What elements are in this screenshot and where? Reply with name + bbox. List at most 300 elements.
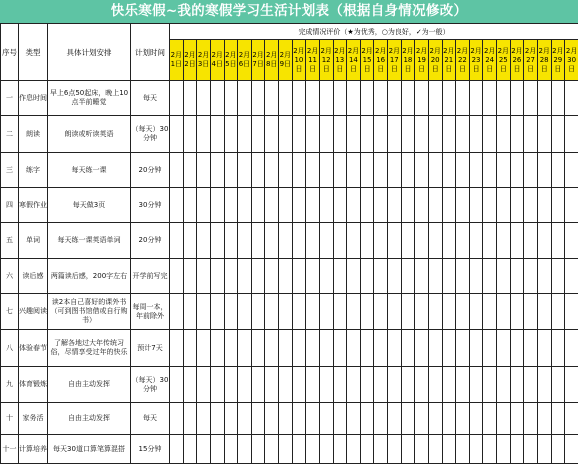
evaluation-cell[interactable]	[428, 153, 442, 188]
evaluation-cell[interactable]	[497, 116, 511, 153]
evaluation-cell[interactable]	[251, 294, 265, 330]
evaluation-cell[interactable]	[469, 116, 483, 153]
evaluation-cell[interactable]	[292, 294, 306, 330]
evaluation-cell[interactable]	[565, 116, 578, 153]
evaluation-cell[interactable]	[251, 188, 265, 223]
evaluation-cell[interactable]	[388, 223, 402, 259]
evaluation-cell[interactable]	[456, 223, 470, 259]
evaluation-cell[interactable]	[347, 81, 361, 116]
evaluation-cell[interactable]	[238, 294, 252, 330]
evaluation-cell[interactable]	[238, 188, 252, 223]
evaluation-cell[interactable]	[497, 294, 511, 330]
evaluation-cell[interactable]	[197, 116, 211, 153]
evaluation-cell[interactable]	[238, 435, 252, 464]
evaluation-cell[interactable]	[238, 403, 252, 435]
evaluation-cell[interactable]	[279, 81, 293, 116]
evaluation-cell[interactable]	[197, 294, 211, 330]
evaluation-cell[interactable]	[469, 403, 483, 435]
evaluation-cell[interactable]	[456, 153, 470, 188]
evaluation-cell[interactable]	[224, 259, 238, 294]
evaluation-cell[interactable]	[251, 330, 265, 367]
evaluation-cell[interactable]	[524, 367, 538, 403]
evaluation-cell[interactable]	[197, 81, 211, 116]
evaluation-cell[interactable]	[401, 367, 415, 403]
evaluation-cell[interactable]	[360, 330, 374, 367]
evaluation-cell[interactable]	[374, 188, 388, 223]
evaluation-cell[interactable]	[279, 403, 293, 435]
evaluation-cell[interactable]	[442, 294, 456, 330]
evaluation-cell[interactable]	[483, 81, 497, 116]
evaluation-cell[interactable]	[306, 294, 320, 330]
evaluation-cell[interactable]	[388, 81, 402, 116]
evaluation-cell[interactable]	[333, 223, 347, 259]
evaluation-cell[interactable]	[497, 223, 511, 259]
evaluation-cell[interactable]	[279, 116, 293, 153]
evaluation-cell[interactable]	[224, 330, 238, 367]
evaluation-cell[interactable]	[347, 223, 361, 259]
evaluation-cell[interactable]	[537, 116, 551, 153]
evaluation-cell[interactable]	[333, 403, 347, 435]
evaluation-cell[interactable]	[551, 259, 565, 294]
evaluation-cell[interactable]	[415, 435, 429, 464]
evaluation-cell[interactable]	[524, 188, 538, 223]
evaluation-cell[interactable]	[251, 259, 265, 294]
evaluation-cell[interactable]	[170, 330, 184, 367]
evaluation-cell[interactable]	[333, 259, 347, 294]
evaluation-cell[interactable]	[170, 367, 184, 403]
evaluation-cell[interactable]	[456, 116, 470, 153]
evaluation-cell[interactable]	[333, 367, 347, 403]
evaluation-cell[interactable]	[306, 367, 320, 403]
evaluation-cell[interactable]	[197, 223, 211, 259]
evaluation-cell[interactable]	[388, 294, 402, 330]
evaluation-cell[interactable]	[224, 153, 238, 188]
evaluation-cell[interactable]	[251, 403, 265, 435]
evaluation-cell[interactable]	[333, 116, 347, 153]
evaluation-cell[interactable]	[483, 259, 497, 294]
evaluation-cell[interactable]	[483, 367, 497, 403]
evaluation-cell[interactable]	[224, 116, 238, 153]
evaluation-cell[interactable]	[347, 188, 361, 223]
evaluation-cell[interactable]	[456, 259, 470, 294]
evaluation-cell[interactable]	[292, 116, 306, 153]
evaluation-cell[interactable]	[306, 223, 320, 259]
evaluation-cell[interactable]	[415, 223, 429, 259]
evaluation-cell[interactable]	[360, 188, 374, 223]
evaluation-cell[interactable]	[510, 403, 524, 435]
evaluation-cell[interactable]	[224, 435, 238, 464]
evaluation-cell[interactable]	[210, 330, 224, 367]
evaluation-cell[interactable]	[565, 294, 578, 330]
evaluation-cell[interactable]	[183, 330, 197, 367]
evaluation-cell[interactable]	[469, 223, 483, 259]
evaluation-cell[interactable]	[292, 153, 306, 188]
evaluation-cell[interactable]	[469, 188, 483, 223]
evaluation-cell[interactable]	[360, 81, 374, 116]
evaluation-cell[interactable]	[347, 330, 361, 367]
evaluation-cell[interactable]	[224, 294, 238, 330]
evaluation-cell[interactable]	[415, 294, 429, 330]
evaluation-cell[interactable]	[428, 116, 442, 153]
evaluation-cell[interactable]	[415, 116, 429, 153]
evaluation-cell[interactable]	[292, 403, 306, 435]
evaluation-cell[interactable]	[497, 403, 511, 435]
evaluation-cell[interactable]	[265, 435, 279, 464]
evaluation-cell[interactable]	[292, 330, 306, 367]
evaluation-cell[interactable]	[347, 403, 361, 435]
evaluation-cell[interactable]	[374, 223, 388, 259]
evaluation-cell[interactable]	[469, 330, 483, 367]
evaluation-cell[interactable]	[197, 153, 211, 188]
evaluation-cell[interactable]	[238, 81, 252, 116]
evaluation-cell[interactable]	[551, 188, 565, 223]
evaluation-cell[interactable]	[497, 259, 511, 294]
evaluation-cell[interactable]	[306, 259, 320, 294]
evaluation-cell[interactable]	[524, 116, 538, 153]
evaluation-cell[interactable]	[551, 294, 565, 330]
evaluation-cell[interactable]	[183, 81, 197, 116]
evaluation-cell[interactable]	[265, 223, 279, 259]
evaluation-cell[interactable]	[497, 188, 511, 223]
evaluation-cell[interactable]	[442, 435, 456, 464]
evaluation-cell[interactable]	[551, 330, 565, 367]
evaluation-cell[interactable]	[415, 330, 429, 367]
evaluation-cell[interactable]	[319, 330, 333, 367]
evaluation-cell[interactable]	[524, 259, 538, 294]
evaluation-cell[interactable]	[442, 330, 456, 367]
evaluation-cell[interactable]	[224, 188, 238, 223]
evaluation-cell[interactable]	[456, 367, 470, 403]
evaluation-cell[interactable]	[497, 153, 511, 188]
evaluation-cell[interactable]	[483, 153, 497, 188]
evaluation-cell[interactable]	[197, 259, 211, 294]
evaluation-cell[interactable]	[428, 188, 442, 223]
evaluation-cell[interactable]	[360, 367, 374, 403]
evaluation-cell[interactable]	[183, 294, 197, 330]
evaluation-cell[interactable]	[401, 188, 415, 223]
evaluation-cell[interactable]	[170, 259, 184, 294]
evaluation-cell[interactable]	[170, 153, 184, 188]
evaluation-cell[interactable]	[170, 188, 184, 223]
evaluation-cell[interactable]	[401, 435, 415, 464]
evaluation-cell[interactable]	[210, 116, 224, 153]
evaluation-cell[interactable]	[483, 294, 497, 330]
evaluation-cell[interactable]	[524, 435, 538, 464]
evaluation-cell[interactable]	[170, 116, 184, 153]
evaluation-cell[interactable]	[510, 330, 524, 367]
evaluation-cell[interactable]	[210, 223, 224, 259]
evaluation-cell[interactable]	[374, 435, 388, 464]
evaluation-cell[interactable]	[374, 259, 388, 294]
evaluation-cell[interactable]	[483, 116, 497, 153]
evaluation-cell[interactable]	[388, 435, 402, 464]
evaluation-cell[interactable]	[224, 367, 238, 403]
evaluation-cell[interactable]	[319, 294, 333, 330]
evaluation-cell[interactable]	[442, 403, 456, 435]
evaluation-cell[interactable]	[388, 367, 402, 403]
evaluation-cell[interactable]	[238, 116, 252, 153]
evaluation-cell[interactable]	[551, 403, 565, 435]
evaluation-cell[interactable]	[428, 367, 442, 403]
evaluation-cell[interactable]	[265, 153, 279, 188]
evaluation-cell[interactable]	[210, 188, 224, 223]
evaluation-cell[interactable]	[483, 435, 497, 464]
evaluation-cell[interactable]	[347, 294, 361, 330]
evaluation-cell[interactable]	[510, 294, 524, 330]
evaluation-cell[interactable]	[251, 223, 265, 259]
evaluation-cell[interactable]	[469, 153, 483, 188]
evaluation-cell[interactable]	[279, 153, 293, 188]
evaluation-cell[interactable]	[428, 403, 442, 435]
evaluation-cell[interactable]	[333, 330, 347, 367]
evaluation-cell[interactable]	[565, 403, 578, 435]
evaluation-cell[interactable]	[415, 81, 429, 116]
evaluation-cell[interactable]	[333, 435, 347, 464]
evaluation-cell[interactable]	[183, 153, 197, 188]
evaluation-cell[interactable]	[251, 435, 265, 464]
evaluation-cell[interactable]	[306, 81, 320, 116]
evaluation-cell[interactable]	[415, 188, 429, 223]
evaluation-cell[interactable]	[551, 367, 565, 403]
evaluation-cell[interactable]	[456, 403, 470, 435]
evaluation-cell[interactable]	[224, 403, 238, 435]
evaluation-cell[interactable]	[360, 403, 374, 435]
evaluation-cell[interactable]	[497, 330, 511, 367]
evaluation-cell[interactable]	[456, 435, 470, 464]
evaluation-cell[interactable]	[319, 188, 333, 223]
evaluation-cell[interactable]	[210, 81, 224, 116]
evaluation-cell[interactable]	[279, 330, 293, 367]
evaluation-cell[interactable]	[251, 81, 265, 116]
evaluation-cell[interactable]	[210, 294, 224, 330]
evaluation-cell[interactable]	[360, 223, 374, 259]
evaluation-cell[interactable]	[442, 116, 456, 153]
evaluation-cell[interactable]	[388, 259, 402, 294]
evaluation-cell[interactable]	[374, 116, 388, 153]
evaluation-cell[interactable]	[428, 259, 442, 294]
evaluation-cell[interactable]	[401, 330, 415, 367]
evaluation-cell[interactable]	[374, 367, 388, 403]
evaluation-cell[interactable]	[306, 435, 320, 464]
evaluation-cell[interactable]	[360, 116, 374, 153]
evaluation-cell[interactable]	[524, 81, 538, 116]
evaluation-cell[interactable]	[442, 153, 456, 188]
evaluation-cell[interactable]	[469, 259, 483, 294]
evaluation-cell[interactable]	[183, 223, 197, 259]
evaluation-cell[interactable]	[510, 367, 524, 403]
evaluation-cell[interactable]	[551, 435, 565, 464]
evaluation-cell[interactable]	[279, 294, 293, 330]
evaluation-cell[interactable]	[565, 81, 578, 116]
evaluation-cell[interactable]	[183, 116, 197, 153]
evaluation-cell[interactable]	[306, 116, 320, 153]
evaluation-cell[interactable]	[456, 330, 470, 367]
evaluation-cell[interactable]	[170, 294, 184, 330]
evaluation-cell[interactable]	[537, 188, 551, 223]
evaluation-cell[interactable]	[251, 116, 265, 153]
evaluation-cell[interactable]	[238, 259, 252, 294]
evaluation-cell[interactable]	[265, 81, 279, 116]
evaluation-cell[interactable]	[388, 188, 402, 223]
evaluation-cell[interactable]	[415, 259, 429, 294]
evaluation-cell[interactable]	[319, 403, 333, 435]
evaluation-cell[interactable]	[401, 116, 415, 153]
evaluation-cell[interactable]	[497, 435, 511, 464]
evaluation-cell[interactable]	[279, 367, 293, 403]
evaluation-cell[interactable]	[401, 259, 415, 294]
evaluation-cell[interactable]	[510, 116, 524, 153]
evaluation-cell[interactable]	[565, 367, 578, 403]
evaluation-cell[interactable]	[442, 81, 456, 116]
evaluation-cell[interactable]	[265, 367, 279, 403]
evaluation-cell[interactable]	[183, 367, 197, 403]
evaluation-cell[interactable]	[183, 259, 197, 294]
evaluation-cell[interactable]	[292, 223, 306, 259]
evaluation-cell[interactable]	[428, 223, 442, 259]
evaluation-cell[interactable]	[401, 223, 415, 259]
evaluation-cell[interactable]	[360, 259, 374, 294]
evaluation-cell[interactable]	[537, 330, 551, 367]
evaluation-cell[interactable]	[347, 116, 361, 153]
evaluation-cell[interactable]	[183, 435, 197, 464]
evaluation-cell[interactable]	[210, 435, 224, 464]
evaluation-cell[interactable]	[469, 81, 483, 116]
evaluation-cell[interactable]	[374, 153, 388, 188]
evaluation-cell[interactable]	[428, 435, 442, 464]
evaluation-cell[interactable]	[251, 153, 265, 188]
evaluation-cell[interactable]	[551, 116, 565, 153]
evaluation-cell[interactable]	[265, 116, 279, 153]
evaluation-cell[interactable]	[319, 81, 333, 116]
evaluation-cell[interactable]	[319, 116, 333, 153]
evaluation-cell[interactable]	[319, 153, 333, 188]
evaluation-cell[interactable]	[292, 81, 306, 116]
evaluation-cell[interactable]	[265, 403, 279, 435]
evaluation-cell[interactable]	[469, 435, 483, 464]
evaluation-cell[interactable]	[469, 367, 483, 403]
evaluation-cell[interactable]	[483, 330, 497, 367]
evaluation-cell[interactable]	[401, 81, 415, 116]
evaluation-cell[interactable]	[306, 188, 320, 223]
evaluation-cell[interactable]	[197, 367, 211, 403]
evaluation-cell[interactable]	[537, 367, 551, 403]
evaluation-cell[interactable]	[183, 403, 197, 435]
evaluation-cell[interactable]	[333, 188, 347, 223]
evaluation-cell[interactable]	[170, 403, 184, 435]
evaluation-cell[interactable]	[197, 403, 211, 435]
evaluation-cell[interactable]	[197, 188, 211, 223]
evaluation-cell[interactable]	[333, 294, 347, 330]
evaluation-cell[interactable]	[210, 259, 224, 294]
evaluation-cell[interactable]	[456, 81, 470, 116]
evaluation-cell[interactable]	[524, 330, 538, 367]
evaluation-cell[interactable]	[319, 259, 333, 294]
evaluation-cell[interactable]	[279, 223, 293, 259]
evaluation-cell[interactable]	[565, 153, 578, 188]
evaluation-cell[interactable]	[224, 81, 238, 116]
evaluation-cell[interactable]	[483, 403, 497, 435]
evaluation-cell[interactable]	[292, 188, 306, 223]
evaluation-cell[interactable]	[510, 259, 524, 294]
evaluation-cell[interactable]	[292, 435, 306, 464]
evaluation-cell[interactable]	[319, 435, 333, 464]
evaluation-cell[interactable]	[401, 403, 415, 435]
evaluation-cell[interactable]	[442, 259, 456, 294]
evaluation-cell[interactable]	[279, 435, 293, 464]
evaluation-cell[interactable]	[565, 223, 578, 259]
evaluation-cell[interactable]	[524, 223, 538, 259]
evaluation-cell[interactable]	[347, 435, 361, 464]
evaluation-cell[interactable]	[319, 367, 333, 403]
evaluation-cell[interactable]	[210, 367, 224, 403]
evaluation-cell[interactable]	[170, 223, 184, 259]
evaluation-cell[interactable]	[183, 188, 197, 223]
evaluation-cell[interactable]	[306, 403, 320, 435]
evaluation-cell[interactable]	[210, 403, 224, 435]
evaluation-cell[interactable]	[238, 223, 252, 259]
evaluation-cell[interactable]	[224, 223, 238, 259]
evaluation-cell[interactable]	[537, 223, 551, 259]
evaluation-cell[interactable]	[251, 367, 265, 403]
evaluation-cell[interactable]	[428, 330, 442, 367]
evaluation-cell[interactable]	[524, 294, 538, 330]
evaluation-cell[interactable]	[442, 367, 456, 403]
evaluation-cell[interactable]	[415, 403, 429, 435]
evaluation-cell[interactable]	[170, 81, 184, 116]
evaluation-cell[interactable]	[537, 153, 551, 188]
evaluation-cell[interactable]	[551, 153, 565, 188]
evaluation-cell[interactable]	[469, 294, 483, 330]
evaluation-cell[interactable]	[170, 435, 184, 464]
evaluation-cell[interactable]	[415, 153, 429, 188]
evaluation-cell[interactable]	[565, 188, 578, 223]
evaluation-cell[interactable]	[238, 153, 252, 188]
evaluation-cell[interactable]	[333, 153, 347, 188]
evaluation-cell[interactable]	[428, 81, 442, 116]
evaluation-cell[interactable]	[537, 81, 551, 116]
evaluation-cell[interactable]	[319, 223, 333, 259]
evaluation-cell[interactable]	[306, 153, 320, 188]
evaluation-cell[interactable]	[238, 330, 252, 367]
evaluation-cell[interactable]	[388, 116, 402, 153]
evaluation-cell[interactable]	[197, 435, 211, 464]
evaluation-cell[interactable]	[197, 330, 211, 367]
evaluation-cell[interactable]	[510, 223, 524, 259]
evaluation-cell[interactable]	[483, 223, 497, 259]
evaluation-cell[interactable]	[497, 81, 511, 116]
evaluation-cell[interactable]	[374, 330, 388, 367]
evaluation-cell[interactable]	[565, 435, 578, 464]
evaluation-cell[interactable]	[415, 367, 429, 403]
evaluation-cell[interactable]	[551, 81, 565, 116]
evaluation-cell[interactable]	[265, 259, 279, 294]
evaluation-cell[interactable]	[388, 330, 402, 367]
evaluation-cell[interactable]	[360, 153, 374, 188]
evaluation-cell[interactable]	[456, 294, 470, 330]
evaluation-cell[interactable]	[360, 435, 374, 464]
evaluation-cell[interactable]	[388, 403, 402, 435]
evaluation-cell[interactable]	[347, 153, 361, 188]
evaluation-cell[interactable]	[374, 294, 388, 330]
evaluation-cell[interactable]	[279, 188, 293, 223]
evaluation-cell[interactable]	[333, 81, 347, 116]
evaluation-cell[interactable]	[456, 188, 470, 223]
evaluation-cell[interactable]	[360, 294, 374, 330]
evaluation-cell[interactable]	[537, 435, 551, 464]
evaluation-cell[interactable]	[374, 403, 388, 435]
evaluation-cell[interactable]	[265, 188, 279, 223]
evaluation-cell[interactable]	[401, 153, 415, 188]
